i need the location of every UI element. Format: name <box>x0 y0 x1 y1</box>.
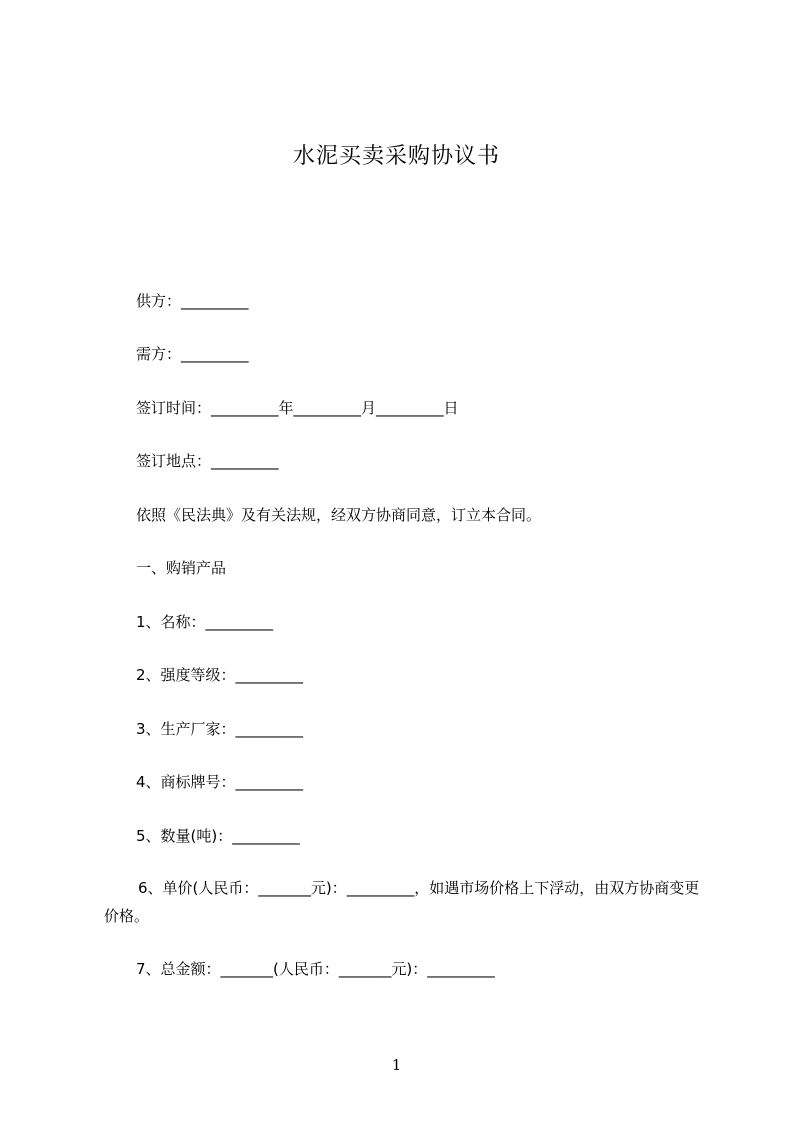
page-number: 1 <box>391 1056 402 1074</box>
document-title: 水泥买卖采购协议书 <box>292 144 500 169</box>
product-name-line: 1、名称：_________ <box>136 613 274 631</box>
section-heading: 一、购销产品 <box>136 559 227 577</box>
quantity-line: 5、数量(吨)：_________ <box>136 827 300 845</box>
strength-grade-line: 2、强度等级：_________ <box>136 666 304 684</box>
supplier-line: 供方：_________ <box>136 292 249 310</box>
brand-line: 4、商标牌号：_________ <box>136 773 304 791</box>
preamble-line: 依照《民法典》及有关法规，经双方协商同意，订立本合同。 <box>136 506 542 524</box>
buyer-line: 需方：_________ <box>136 345 249 363</box>
signing-date-line: 签订时间：_________年_________月_________日 <box>136 399 459 417</box>
manufacturer-line: 3、生产厂家：_________ <box>136 720 304 738</box>
unit-price-paragraph: 6、单价(人民币：_______元)：_________，如遇市场价格上下浮动，由双方协商变更价格。 <box>104 879 700 925</box>
total-amount-line: 7、总金额：_______(人民币：_______元)：_________ <box>136 960 495 978</box>
signing-place-line: 签订地点：_________ <box>136 452 279 470</box>
